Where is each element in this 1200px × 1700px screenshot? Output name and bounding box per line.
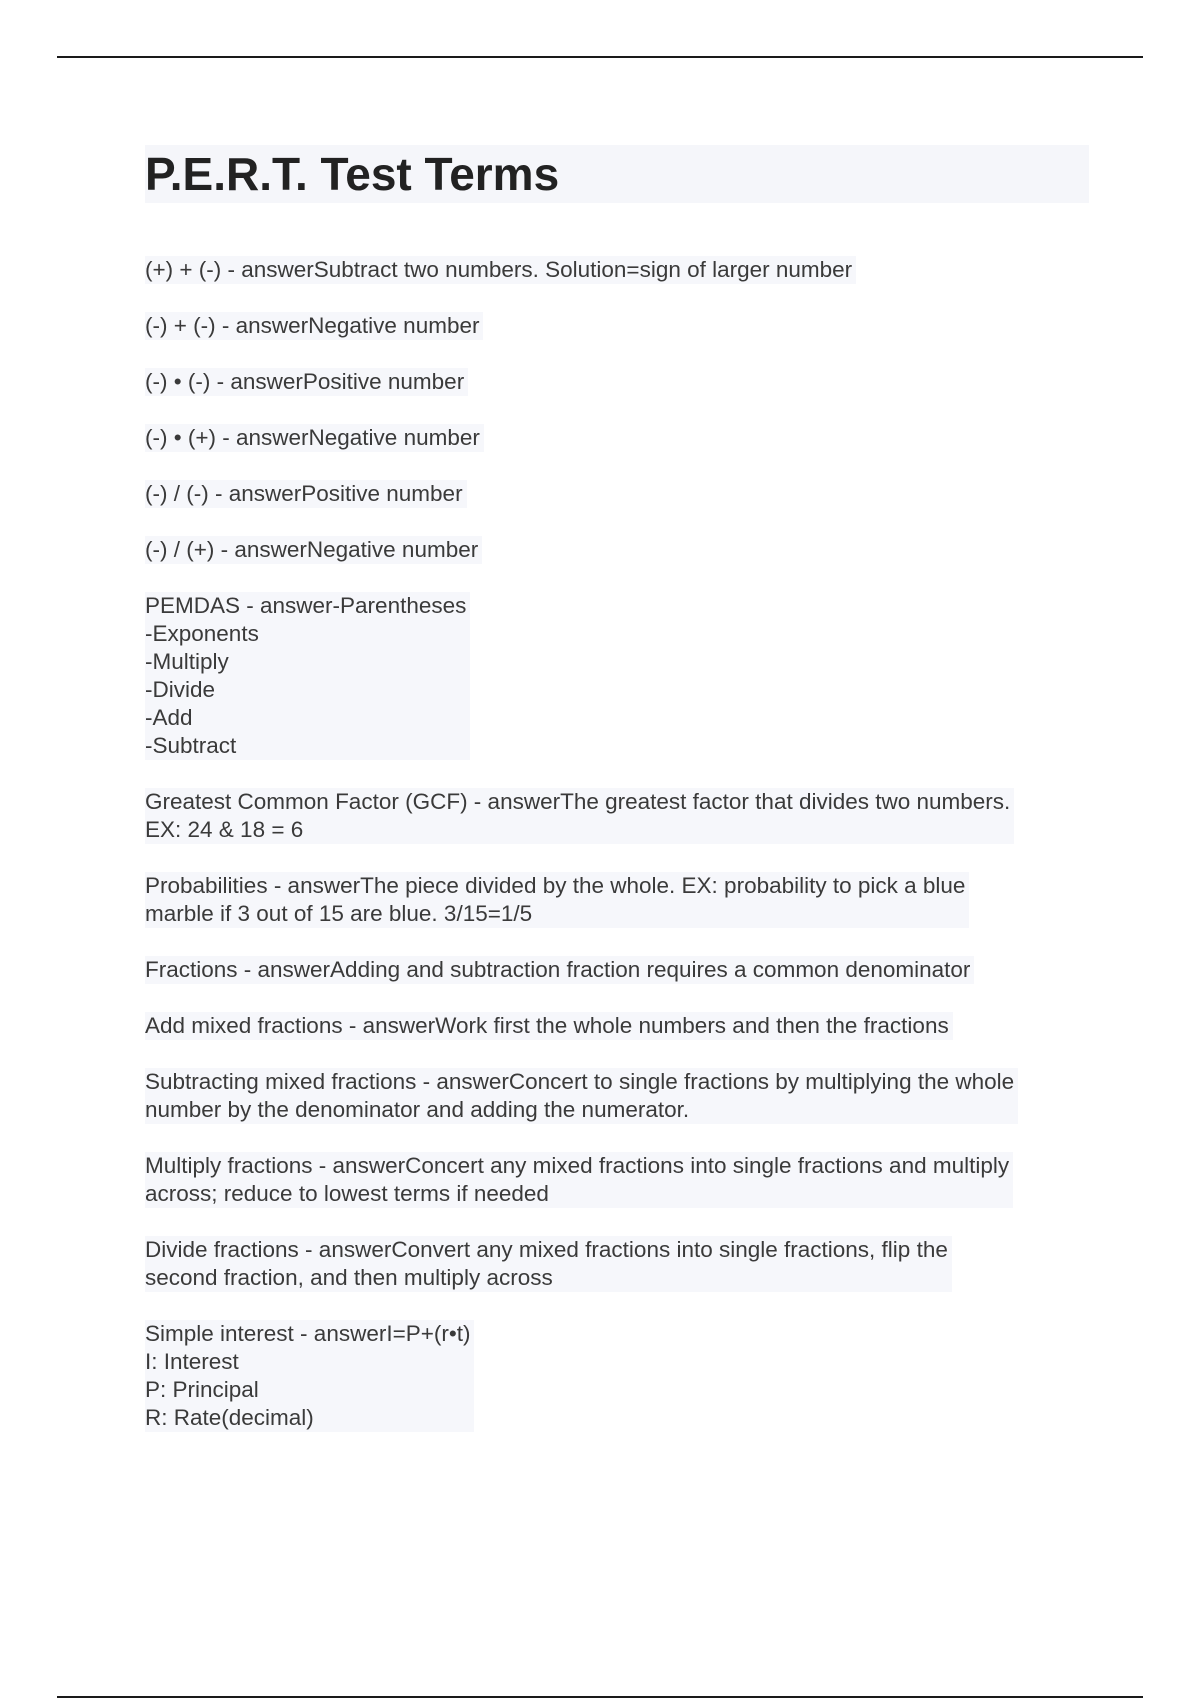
term-entry: Simple interest - answerI=P+(r•t) I: Interest P: Principal R: Rate(decimal)	[145, 1320, 474, 1432]
terms-list	[145, 256, 1105, 1460]
term-entry: (-) • (-) - answerPositive number	[145, 368, 468, 396]
bottom-rule	[57, 1696, 1143, 1698]
term-entry: Add mixed fractions - answerWork first the whole numbers and then the fractions	[145, 1012, 953, 1040]
term-entry: Fractions - answerAdding and subtraction fraction requires a common denominator	[145, 956, 974, 984]
term-entry: (+) + (-) - answerSubtract two numbers. Solution=sign of larger number	[145, 256, 856, 284]
term-entry: (-) / (+) - answerNegative number	[145, 536, 482, 564]
term-entry: Probabilities - answerThe piece divided by the whole. EX: probability to pick a blue marble if 3 out of 15 are blue. 3/15=1/5	[145, 872, 969, 928]
term-entry: Multiply fractions - answerConcert any mixed fractions into single fractions and multiply across; reduce to lowest terms if needed	[145, 1152, 1013, 1208]
term-entry: (-) • (+) - answerNegative number	[145, 424, 484, 452]
top-rule	[57, 56, 1143, 58]
term-entry: Subtracting mixed fractions - answerConcert to single fractions by multiplying the whole number by the denominator and adding the numerator.	[145, 1068, 1018, 1124]
term-entry: PEMDAS - answer-Parentheses -Exponents -Multiply -Divide -Add -Subtract	[145, 592, 470, 760]
term-entry: Greatest Common Factor (GCF) - answerThe greatest factor that divides two numbers. EX: 24 & 18 = 6	[145, 788, 1014, 844]
term-entry: (-) + (-) - answerNegative number	[145, 312, 483, 340]
term-entry: Divide fractions - answerConvert any mixed fractions into single fractions, flip the second fraction, and then multiply across	[145, 1236, 952, 1292]
document-title: P.E.R.T. Test Terms	[145, 148, 560, 200]
term-entry: (-) / (-) - answerPositive number	[145, 480, 467, 508]
